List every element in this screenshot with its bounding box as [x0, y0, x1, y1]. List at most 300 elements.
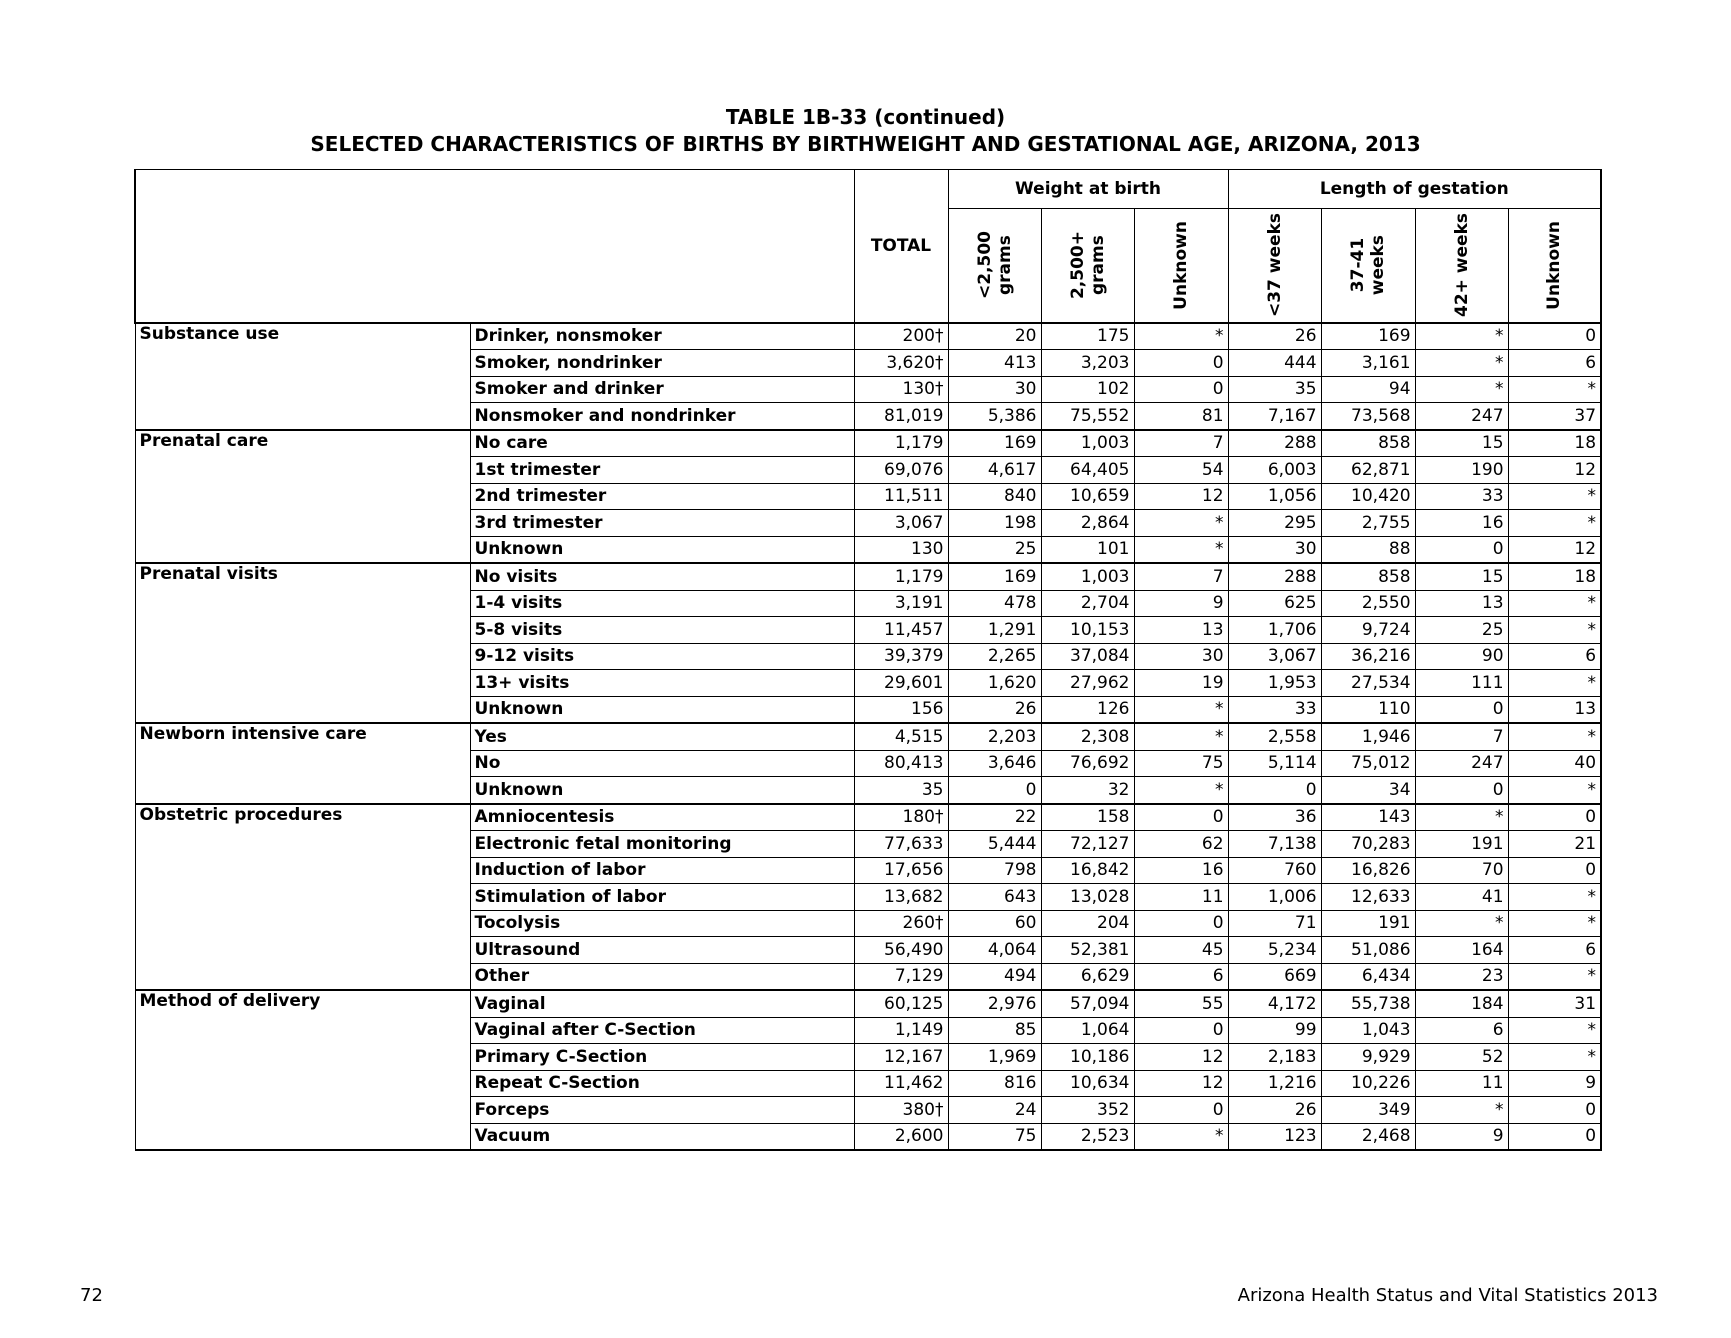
table-cell: 27,962: [1041, 670, 1134, 697]
table-cell: *: [1508, 670, 1601, 697]
table-cell: 840: [948, 483, 1041, 510]
table-cell: 37,084: [1041, 643, 1134, 670]
table-cell: 6: [1508, 937, 1601, 964]
table-cell: *: [1415, 1097, 1508, 1124]
table-cell: 184: [1415, 990, 1508, 1017]
table-cell: 669: [1228, 963, 1321, 990]
column-header: [948, 209, 1041, 323]
table-cell: 1,179: [854, 563, 948, 590]
row-label: Amniocentesis: [470, 804, 854, 831]
table-cell: 76,692: [1041, 750, 1134, 777]
table-cell: *: [1508, 1044, 1601, 1071]
row-label: Smoker, nondrinker: [470, 350, 854, 377]
table-cell: 99: [1228, 1017, 1321, 1044]
table-cell: 30: [1228, 536, 1321, 563]
table-cell: 72,127: [1041, 831, 1134, 858]
table-cell: 12: [1134, 483, 1228, 510]
table-cell: 2,704: [1041, 590, 1134, 617]
table-cell: 4,515: [854, 723, 948, 750]
row-label: Unknown: [470, 536, 854, 563]
row-label: Other: [470, 963, 854, 990]
table-cell: 204: [1041, 910, 1134, 937]
table-cell: 760: [1228, 857, 1321, 884]
table-cell: 71: [1228, 910, 1321, 937]
table-cell: 16,842: [1041, 857, 1134, 884]
table-cell: 0: [1508, 323, 1601, 350]
table-cell: 2,755: [1321, 510, 1415, 537]
table-cell: 30: [1134, 643, 1228, 670]
row-label: 1st trimester: [470, 457, 854, 484]
table-cell: 22: [948, 804, 1041, 831]
table-cell: 19: [1134, 670, 1228, 697]
table-cell: 7,167: [1228, 403, 1321, 430]
table-cell: 858: [1321, 430, 1415, 457]
table-row: [135, 723, 1601, 750]
table-cell: 52: [1415, 1044, 1508, 1071]
table-cell: 126: [1041, 696, 1134, 723]
table-cell: 858: [1321, 563, 1415, 590]
table-cell: 1,003: [1041, 563, 1134, 590]
table-cell: 156: [854, 696, 948, 723]
table-cell: 2,864: [1041, 510, 1134, 537]
row-label: Vaginal after C-Section: [470, 1017, 854, 1044]
table-cell: 6: [1508, 643, 1601, 670]
table-cell: 24: [948, 1097, 1041, 1124]
table-cell: 1,620: [948, 670, 1041, 697]
table-cell: 0: [1508, 804, 1601, 831]
table-cell: 0: [1508, 857, 1601, 884]
table-cell: 37: [1508, 403, 1601, 430]
row-label: 3rd trimester: [470, 510, 854, 537]
table-cell: 1,969: [948, 1044, 1041, 1071]
table-cell: 10,186: [1041, 1044, 1134, 1071]
table-cell: 3,067: [854, 510, 948, 537]
table-cell: 70: [1415, 857, 1508, 884]
table-cell: 26: [1228, 323, 1321, 350]
table-cell: 26: [1228, 1097, 1321, 1124]
header-blank: [135, 170, 854, 323]
row-label: Unknown: [470, 696, 854, 723]
table-cell: 295: [1228, 510, 1321, 537]
table-cell: 0: [1415, 696, 1508, 723]
table-cell: 75: [948, 1123, 1041, 1150]
row-label: Electronic fetal monitoring: [470, 831, 854, 858]
table-cell: 94: [1321, 376, 1415, 403]
header-length-of-gestation: Length of gestation: [1228, 170, 1601, 209]
table-cell: 69,076: [854, 457, 948, 484]
table-cell: 11: [1134, 884, 1228, 911]
row-label: 9-12 visits: [470, 643, 854, 670]
table-cell: 57,094: [1041, 990, 1134, 1017]
table-cell: *: [1134, 777, 1228, 804]
table-cell: *: [1134, 536, 1228, 563]
table-cell: 1,064: [1041, 1017, 1134, 1044]
table-cell: 11,457: [854, 617, 948, 644]
table-cell: 75: [1134, 750, 1228, 777]
table-cell: 70,283: [1321, 831, 1415, 858]
table-cell: *: [1508, 963, 1601, 990]
table-cell: 0: [1134, 1097, 1228, 1124]
table-cell: *: [1415, 804, 1508, 831]
table-cell: 36: [1228, 804, 1321, 831]
table-cell: 1,149: [854, 1017, 948, 1044]
table-cell: 143: [1321, 804, 1415, 831]
table-cell: 180†: [854, 804, 948, 831]
table-cell: 0: [1508, 1123, 1601, 1150]
table-cell: 102: [1041, 376, 1134, 403]
table-cell: *: [1415, 910, 1508, 937]
row-label: Primary C-Section: [470, 1044, 854, 1071]
row-label: Ultrasound: [470, 937, 854, 964]
table-cell: 3,646: [948, 750, 1041, 777]
table-cell: 51,086: [1321, 937, 1415, 964]
row-label: 13+ visits: [470, 670, 854, 697]
table-cell: 0: [1415, 536, 1508, 563]
table-cell: 23: [1415, 963, 1508, 990]
table-cell: 9: [1415, 1123, 1508, 1150]
column-header-label: 37-41 weeks: [1348, 235, 1389, 296]
table-cell: 20: [948, 323, 1041, 350]
table-cell: 64,405: [1041, 457, 1134, 484]
table-cell: 2,308: [1041, 723, 1134, 750]
table-cell: 494: [948, 963, 1041, 990]
table-cell: 3,161: [1321, 350, 1415, 377]
table-cell: *: [1415, 376, 1508, 403]
table-cell: 288: [1228, 430, 1321, 457]
table-cell: 4,172: [1228, 990, 1321, 1017]
table-cell: 16,826: [1321, 857, 1415, 884]
table-cell: 10,634: [1041, 1070, 1134, 1097]
table-cell: 1,706: [1228, 617, 1321, 644]
table-row: [135, 323, 1601, 350]
table-cell: 56,490: [854, 937, 948, 964]
table-cell: 0: [948, 777, 1041, 804]
row-label: 2nd trimester: [470, 483, 854, 510]
table-cell: 75,012: [1321, 750, 1415, 777]
table-cell: 190: [1415, 457, 1508, 484]
table-row: [135, 990, 1601, 1017]
table-cell: 0: [1134, 350, 1228, 377]
table-cell: 7,129: [854, 963, 948, 990]
table-cell: 6: [1508, 350, 1601, 377]
table-cell: 164: [1415, 937, 1508, 964]
table-cell: 32: [1041, 777, 1134, 804]
table-cell: 18: [1508, 563, 1601, 590]
table-cell: 1,291: [948, 617, 1041, 644]
table-cell: 625: [1228, 590, 1321, 617]
table-cell: 7: [1415, 723, 1508, 750]
header-weight-at-birth: Weight at birth: [948, 170, 1228, 209]
row-label: No care: [470, 430, 854, 457]
table-cell: 0: [1508, 1097, 1601, 1124]
column-header: [1508, 209, 1601, 323]
table-cell: 6,629: [1041, 963, 1134, 990]
table-cell: 413: [948, 350, 1041, 377]
table-cell: 13: [1508, 696, 1601, 723]
table-cell: 62,871: [1321, 457, 1415, 484]
table-cell: *: [1134, 696, 1228, 723]
table-cell: 7,138: [1228, 831, 1321, 858]
column-header-label: <2,500 grams: [974, 231, 1015, 300]
table-cell: 10,153: [1041, 617, 1134, 644]
table-cell: 0: [1134, 1017, 1228, 1044]
category-label: Prenatal visits: [135, 563, 470, 723]
row-label: Vaginal: [470, 990, 854, 1017]
category-label: Obstetric procedures: [135, 804, 470, 991]
table-cell: 62: [1134, 831, 1228, 858]
table-cell: *: [1508, 884, 1601, 911]
table-cell: 6,003: [1228, 457, 1321, 484]
table-cell: 101: [1041, 536, 1134, 563]
table-cell: 2,523: [1041, 1123, 1134, 1150]
table-cell: 33: [1228, 696, 1321, 723]
table-cell: 1,953: [1228, 670, 1321, 697]
row-label: Smoker and drinker: [470, 376, 854, 403]
table-cell: 11,462: [854, 1070, 948, 1097]
table-cell: 130†: [854, 376, 948, 403]
table-cell: 88: [1321, 536, 1415, 563]
table-cell: 35: [1228, 376, 1321, 403]
table-cell: 26: [948, 696, 1041, 723]
table-cell: *: [1415, 323, 1508, 350]
table-cell: 60,125: [854, 990, 948, 1017]
table-cell: *: [1134, 323, 1228, 350]
table-cell: 55,738: [1321, 990, 1415, 1017]
table-cell: 110: [1321, 696, 1415, 723]
table-cell: *: [1134, 510, 1228, 537]
table-cell: 10,659: [1041, 483, 1134, 510]
table-cell: 39,379: [854, 643, 948, 670]
row-label: Induction of labor: [470, 857, 854, 884]
table-cell: 10,420: [1321, 483, 1415, 510]
column-header-label: 42+ weeks: [1451, 213, 1472, 318]
column-header: [1228, 209, 1321, 323]
table-cell: *: [1508, 723, 1601, 750]
publication-source: Arizona Health Status and Vital Statistics 2013: [1237, 1285, 1658, 1306]
table-cell: 1,056: [1228, 483, 1321, 510]
column-header: [1041, 209, 1134, 323]
row-label: 1-4 visits: [470, 590, 854, 617]
table-cell: 200†: [854, 323, 948, 350]
table-cell: 175: [1041, 323, 1134, 350]
table-cell: 12: [1508, 536, 1601, 563]
table-row: [135, 430, 1601, 457]
table-cell: 77,633: [854, 831, 948, 858]
table-cell: *: [1508, 1017, 1601, 1044]
table-cell: 111: [1415, 670, 1508, 697]
table-cell: 9,929: [1321, 1044, 1415, 1071]
table-cell: 33: [1415, 483, 1508, 510]
column-header-label: 2,500+ grams: [1067, 231, 1108, 300]
table-cell: 15: [1415, 430, 1508, 457]
row-label: No visits: [470, 563, 854, 590]
table-cell: 15: [1415, 563, 1508, 590]
table-cell: 30: [948, 376, 1041, 403]
table-cell: 13,682: [854, 884, 948, 911]
table-cell: 158: [1041, 804, 1134, 831]
row-label: Forceps: [470, 1097, 854, 1124]
row-label: Tocolysis: [470, 910, 854, 937]
table-cell: 11,511: [854, 483, 948, 510]
table-cell: 130: [854, 536, 948, 563]
table-cell: 12: [1134, 1044, 1228, 1071]
table-cell: 643: [948, 884, 1041, 911]
category-label: Method of delivery: [135, 990, 470, 1150]
table-cell: 2,183: [1228, 1044, 1321, 1071]
table-cell: *: [1134, 723, 1228, 750]
row-label: Repeat C-Section: [470, 1070, 854, 1097]
table-cell: 52,381: [1041, 937, 1134, 964]
table-cell: 5,444: [948, 831, 1041, 858]
category-label: Prenatal care: [135, 430, 470, 564]
table-cell: 6,434: [1321, 963, 1415, 990]
table-cell: 3,203: [1041, 350, 1134, 377]
row-label: Unknown: [470, 777, 854, 804]
table-cell: 5,234: [1228, 937, 1321, 964]
table-cell: *: [1508, 910, 1601, 937]
table-cell: 35: [854, 777, 948, 804]
table-subtitle: SELECTED CHARACTERISTICS OF BIRTHS BY BIRTHWEIGHT AND GESTATIONAL AGE, ARIZONA, 2013: [310, 132, 1421, 156]
table-cell: 9: [1508, 1070, 1601, 1097]
table-title: TABLE 1B-33 (continued): [725, 105, 1006, 129]
table-cell: 1,946: [1321, 723, 1415, 750]
table-cell: *: [1508, 510, 1601, 537]
table-row: [135, 563, 1601, 590]
table-cell: 2,550: [1321, 590, 1415, 617]
table-cell: 2,265: [948, 643, 1041, 670]
table-cell: 4,617: [948, 457, 1041, 484]
table-cell: 16: [1134, 857, 1228, 884]
table-cell: 85: [948, 1017, 1041, 1044]
table-cell: 60: [948, 910, 1041, 937]
table-cell: 3,191: [854, 590, 948, 617]
table-cell: 1,006: [1228, 884, 1321, 911]
table-cell: 5,114: [1228, 750, 1321, 777]
column-header-label: <37 weeks: [1264, 213, 1285, 318]
table-cell: 12,633: [1321, 884, 1415, 911]
table-cell: *: [1415, 350, 1508, 377]
table-cell: 3,620†: [854, 350, 948, 377]
table-cell: 73,568: [1321, 403, 1415, 430]
table-cell: 123: [1228, 1123, 1321, 1150]
category-label: Substance use: [135, 323, 470, 430]
row-label: 5-8 visits: [470, 617, 854, 644]
table-cell: 247: [1415, 750, 1508, 777]
table-cell: 12,167: [854, 1044, 948, 1071]
table-cell: 1,179: [854, 430, 948, 457]
table-cell: 45: [1134, 937, 1228, 964]
table-cell: 2,203: [948, 723, 1041, 750]
table-cell: 1,216: [1228, 1070, 1321, 1097]
table-cell: 349: [1321, 1097, 1415, 1124]
table-cell: 25: [1415, 617, 1508, 644]
table-cell: 29,601: [854, 670, 948, 697]
column-header-label: Unknown: [1544, 220, 1565, 310]
column-header: [1415, 209, 1508, 323]
table-cell: *: [1508, 617, 1601, 644]
row-label: Stimulation of labor: [470, 884, 854, 911]
table-cell: 0: [1134, 910, 1228, 937]
table-cell: 18: [1508, 430, 1601, 457]
table-cell: 11: [1415, 1070, 1508, 1097]
table-cell: 288: [1228, 563, 1321, 590]
table-cell: 798: [948, 857, 1041, 884]
table-cell: *: [1508, 376, 1601, 403]
table-cell: 40: [1508, 750, 1601, 777]
table-cell: 34: [1321, 777, 1415, 804]
table-cell: 198: [948, 510, 1041, 537]
table-cell: 1,003: [1041, 430, 1134, 457]
table-cell: 21: [1508, 831, 1601, 858]
table-cell: 478: [948, 590, 1041, 617]
header-total: TOTAL: [854, 170, 948, 323]
table-cell: 2,468: [1321, 1123, 1415, 1150]
table-cell: 2,976: [948, 990, 1041, 1017]
column-header: [1134, 209, 1228, 323]
table-cell: 90: [1415, 643, 1508, 670]
table-cell: 169: [948, 563, 1041, 590]
table-cell: 4,064: [948, 937, 1041, 964]
table-cell: 9: [1134, 590, 1228, 617]
row-label: No: [470, 750, 854, 777]
table-cell: 0: [1134, 804, 1228, 831]
table-cell: 13: [1134, 617, 1228, 644]
page-number: 72: [80, 1285, 103, 1306]
table-cell: *: [1508, 483, 1601, 510]
table-cell: 6: [1415, 1017, 1508, 1044]
row-label: Drinker, nonsmoker: [470, 323, 854, 350]
table-cell: 2,600: [854, 1123, 948, 1150]
table-cell: 352: [1041, 1097, 1134, 1124]
table-cell: 13,028: [1041, 884, 1134, 911]
table-cell: 0: [1134, 376, 1228, 403]
row-label: Yes: [470, 723, 854, 750]
table-cell: 54: [1134, 457, 1228, 484]
table-cell: 31: [1508, 990, 1601, 1017]
table-cell: 444: [1228, 350, 1321, 377]
table-cell: 55: [1134, 990, 1228, 1017]
table-cell: 17,656: [854, 857, 948, 884]
table-cell: 81,019: [854, 403, 948, 430]
table-cell: 5,386: [948, 403, 1041, 430]
column-header-label: Unknown: [1171, 220, 1192, 310]
table-cell: 75,552: [1041, 403, 1134, 430]
column-header: [1321, 209, 1415, 323]
row-label: Vacuum: [470, 1123, 854, 1150]
table-cell: 27,534: [1321, 670, 1415, 697]
table-cell: 0: [1228, 777, 1321, 804]
table-cell: 2,558: [1228, 723, 1321, 750]
table-cell: 12: [1508, 457, 1601, 484]
table-cell: 260†: [854, 910, 948, 937]
table-cell: 7: [1134, 563, 1228, 590]
table-cell: *: [1134, 1123, 1228, 1150]
table-cell: *: [1508, 590, 1601, 617]
table-cell: 41: [1415, 884, 1508, 911]
table-cell: 7: [1134, 430, 1228, 457]
table-cell: 9,724: [1321, 617, 1415, 644]
table-cell: 25: [948, 536, 1041, 563]
table-cell: 12: [1134, 1070, 1228, 1097]
table-cell: 191: [1321, 910, 1415, 937]
table-cell: 816: [948, 1070, 1041, 1097]
table-cell: 247: [1415, 403, 1508, 430]
table-cell: 13: [1415, 590, 1508, 617]
table-cell: 380†: [854, 1097, 948, 1124]
table-cell: 191: [1415, 831, 1508, 858]
table-cell: 36,216: [1321, 643, 1415, 670]
table-cell: 81: [1134, 403, 1228, 430]
